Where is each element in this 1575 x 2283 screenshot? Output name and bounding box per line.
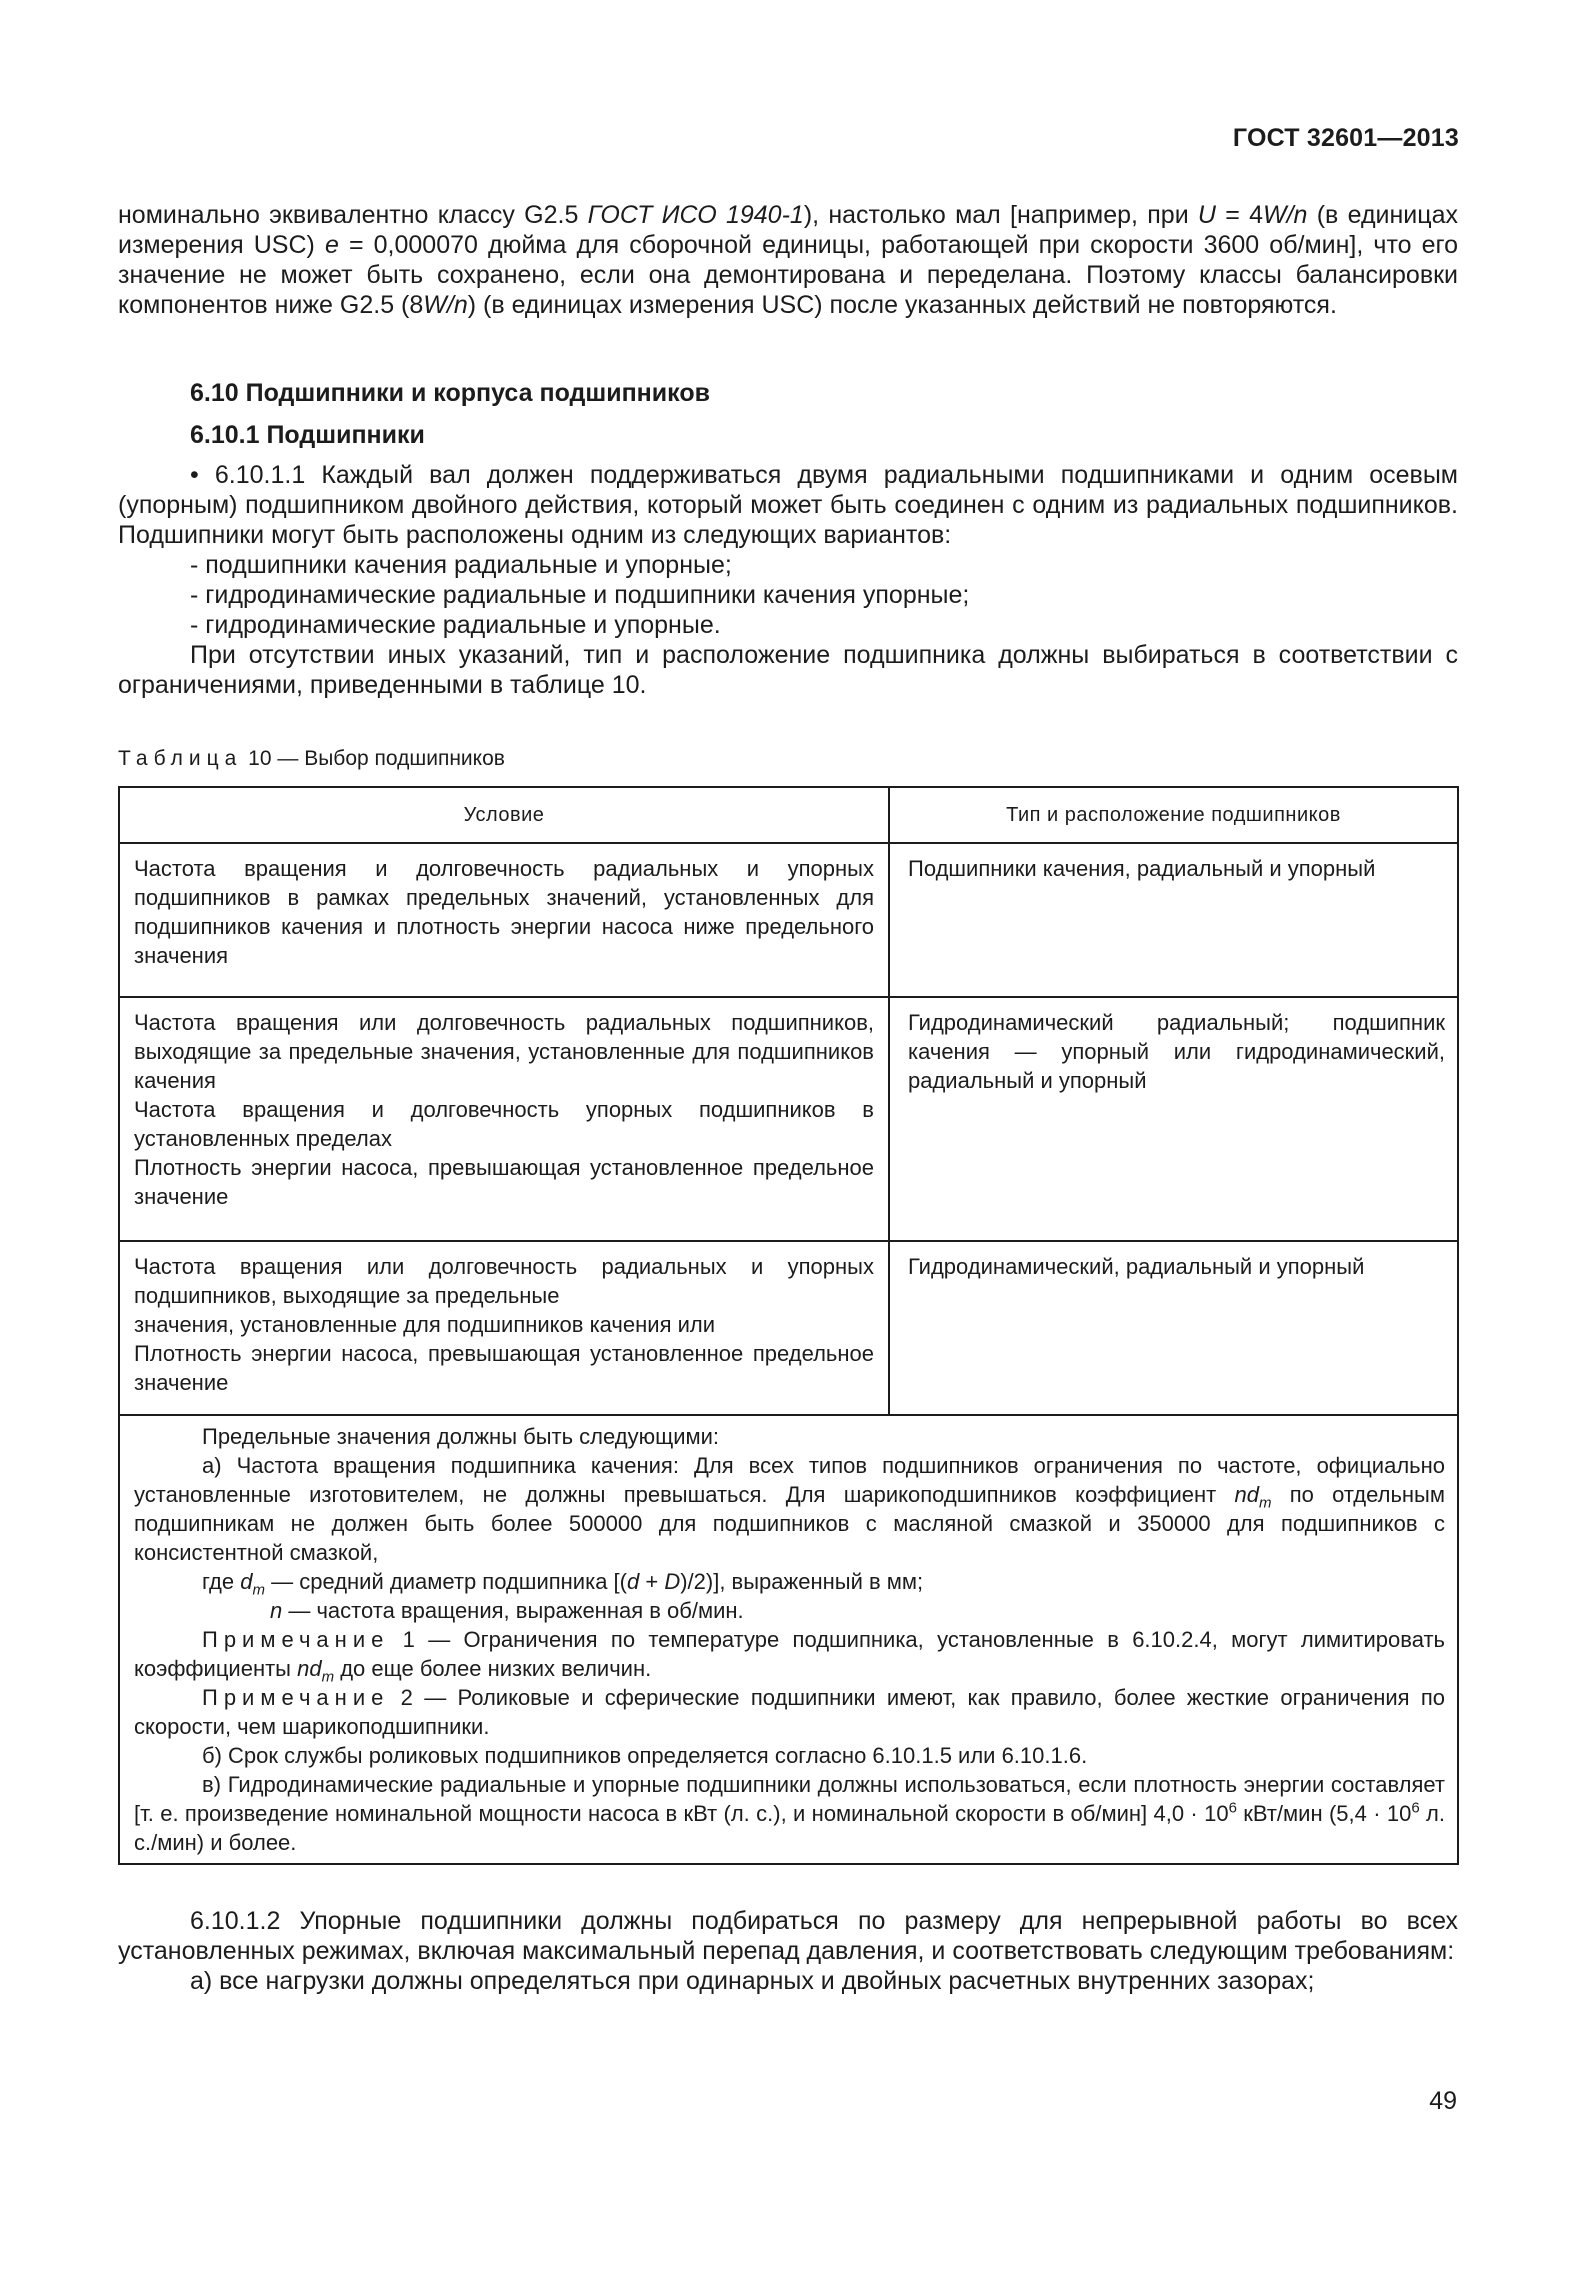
bearing-type-cell: Гидродинамический, радиальный и упорный	[889, 1241, 1458, 1415]
limit-a: а) Частота вращения подшипника качения: Для всех типов подшипников ограничения по частоте, официально установленные изготовителем, не должны превышаться. Для шарикоподшипников коэффициент $nd_m$ по отдельным подшипникам не должен быть более 500000 для подшипников с масляной смазкой и 350000 для подшипников с консистентной смазкой,	[134, 1453, 1445, 1565]
table-caption: Таблица 10 — Выбор подшипников	[118, 747, 505, 770]
heading-6-10-1: 6.10.1 Подшипники	[190, 421, 425, 449]
section-6-10	[118, 378, 1458, 700]
paragraph-table-reference: При отсутствии иных указаний, тип и расположение подшипника должны выбираться в соответствии с ограничениями, приведенными в таблице 10.	[118, 641, 1458, 699]
list-item: - подшипники качения радиальные и упорные;	[190, 551, 732, 579]
heading-6-10: 6.10 Подшипники и корпуса подшипников	[190, 379, 710, 407]
balancing-paragraph: номинально эквивалентно классу G2.5 ГОСТ ИСО 1940-1), настолько мал [например, при U = 4W/n (в единицах измерения USC) e = 0,000070 дюйма для сборочной единицы, работающей при скорости 3600 об/мин], что его значение не может быть сохранено, если она демонтирована и переделана. Поэтому классы балансировки компонентов ниже G2.5 (8W/n) (в единицах измерения USC) после указанных действий не повторяются.	[118, 201, 1458, 319]
limits-intro: Предельные значения должны быть следующими:	[202, 1424, 720, 1449]
list-item: - гидродинамические радиальные и упорные.	[190, 611, 721, 639]
condition-cell: Частота вращения или долговечность радиальных и упорных подшипников, выходящие за предельные значения, установленные для подшипников качения или Плотность энергии насоса, превышающая установленное предельное значение	[119, 1241, 889, 1415]
table-row	[119, 843, 1458, 997]
limits-notes-cell	[119, 1415, 1458, 1864]
limit-c: в) Гидродинамические радиальные и упорные подшипники должны использоваться, если плотность энергии составляет [т. е. произведение номинальной мощности насоса в кВт (л. с.), и номинальной скорости в об/мин] $4,0 \cdot 10^6$ кВт/мин ($5,4 \cdot 10^6$ л. с./мин) и более.	[134, 1772, 1446, 1855]
where-n: n — частота вращения, выраженная в об/мин.	[270, 1598, 744, 1623]
table-row	[119, 997, 1458, 1241]
note-1: Примечание 1 — Ограничения по температуре подшипника, установленные в 6.10.2.4, могут лимитировать коэффициенты $nd_m$ до еще более низких величин.	[134, 1627, 1445, 1686]
paragraph-6-10-1-2: 6.10.1.2 Упорные подшипники должны подбираться по размеру для непрерывной работы во всех установленных режимах, включая максимальный перепад давления, и соответствовать следующим требованиям:	[118, 1907, 1458, 1965]
section-6-10-1-2	[118, 1906, 1458, 1996]
header-condition: Условие	[119, 787, 889, 843]
paragraph-6-10-1-1: • 6.10.1.1 Каждый вал должен поддерживаться двумя радиальными подшипниками и одним осевым (упорным) подшипником двойного действия, который может быть соединен с одним из радиальных подшипников. Подшипники могут быть расположены одним из следующих вариантов:	[118, 461, 1458, 549]
document-header: ГОСТ 32601—2013	[1232, 124, 1459, 152]
condition-cell: Частота вращения или долговечность радиальных подшипников, выходящие за предельные значения, установленные для подшипников качения Частота вращения и долговечность упорных подшипников в установленных пределах Плотность энергии насоса, превышающая установленное предельное значение	[119, 997, 889, 1241]
page-number: 49	[1429, 2087, 1457, 2115]
bearing-type-cell: Подшипники качения, радиальный и упорный	[889, 843, 1458, 997]
condition-cell: Частота вращения и долговечность радиальных и упорных подшипников в рамках предельных значений, установленных для подшипников качения и плотность энергии насоса ниже предельного значения	[119, 843, 889, 997]
table-header-row	[119, 787, 1458, 843]
limit-b: б) Срок службы роликовых подшипников определяется согласно 6.10.1.5 или 6.10.1.6.	[202, 1743, 1088, 1768]
header-bearing-type: Тип и расположение подшипников	[889, 787, 1458, 843]
bearing-type-cell: Гидродинамический радиальный; подшипник качения — упорный или гидродинамический, радиальный и упорный	[889, 997, 1458, 1241]
note-2: Примечание 2 — Роликовые и сферические подшипники имеют, как правило, более жесткие ограничения по скорости, чем шарикоподшипники.	[134, 1685, 1445, 1739]
requirement-a: а) все нагрузки должны определяться при одинарных и двойных расчетных внутренних зазорах;	[190, 1967, 1315, 1995]
bearing-selection-table	[118, 786, 1459, 1865]
top-paragraph	[118, 200, 1458, 320]
table-notes-row	[119, 1415, 1458, 1864]
table-row	[119, 1241, 1458, 1415]
list-item: - гидродинамические радиальные и подшипники качения упорные;	[190, 581, 970, 609]
where-dm: где $d_m$ — средний диаметр подшипника [(d + D)/2)], выраженный в мм;	[202, 1569, 924, 1599]
